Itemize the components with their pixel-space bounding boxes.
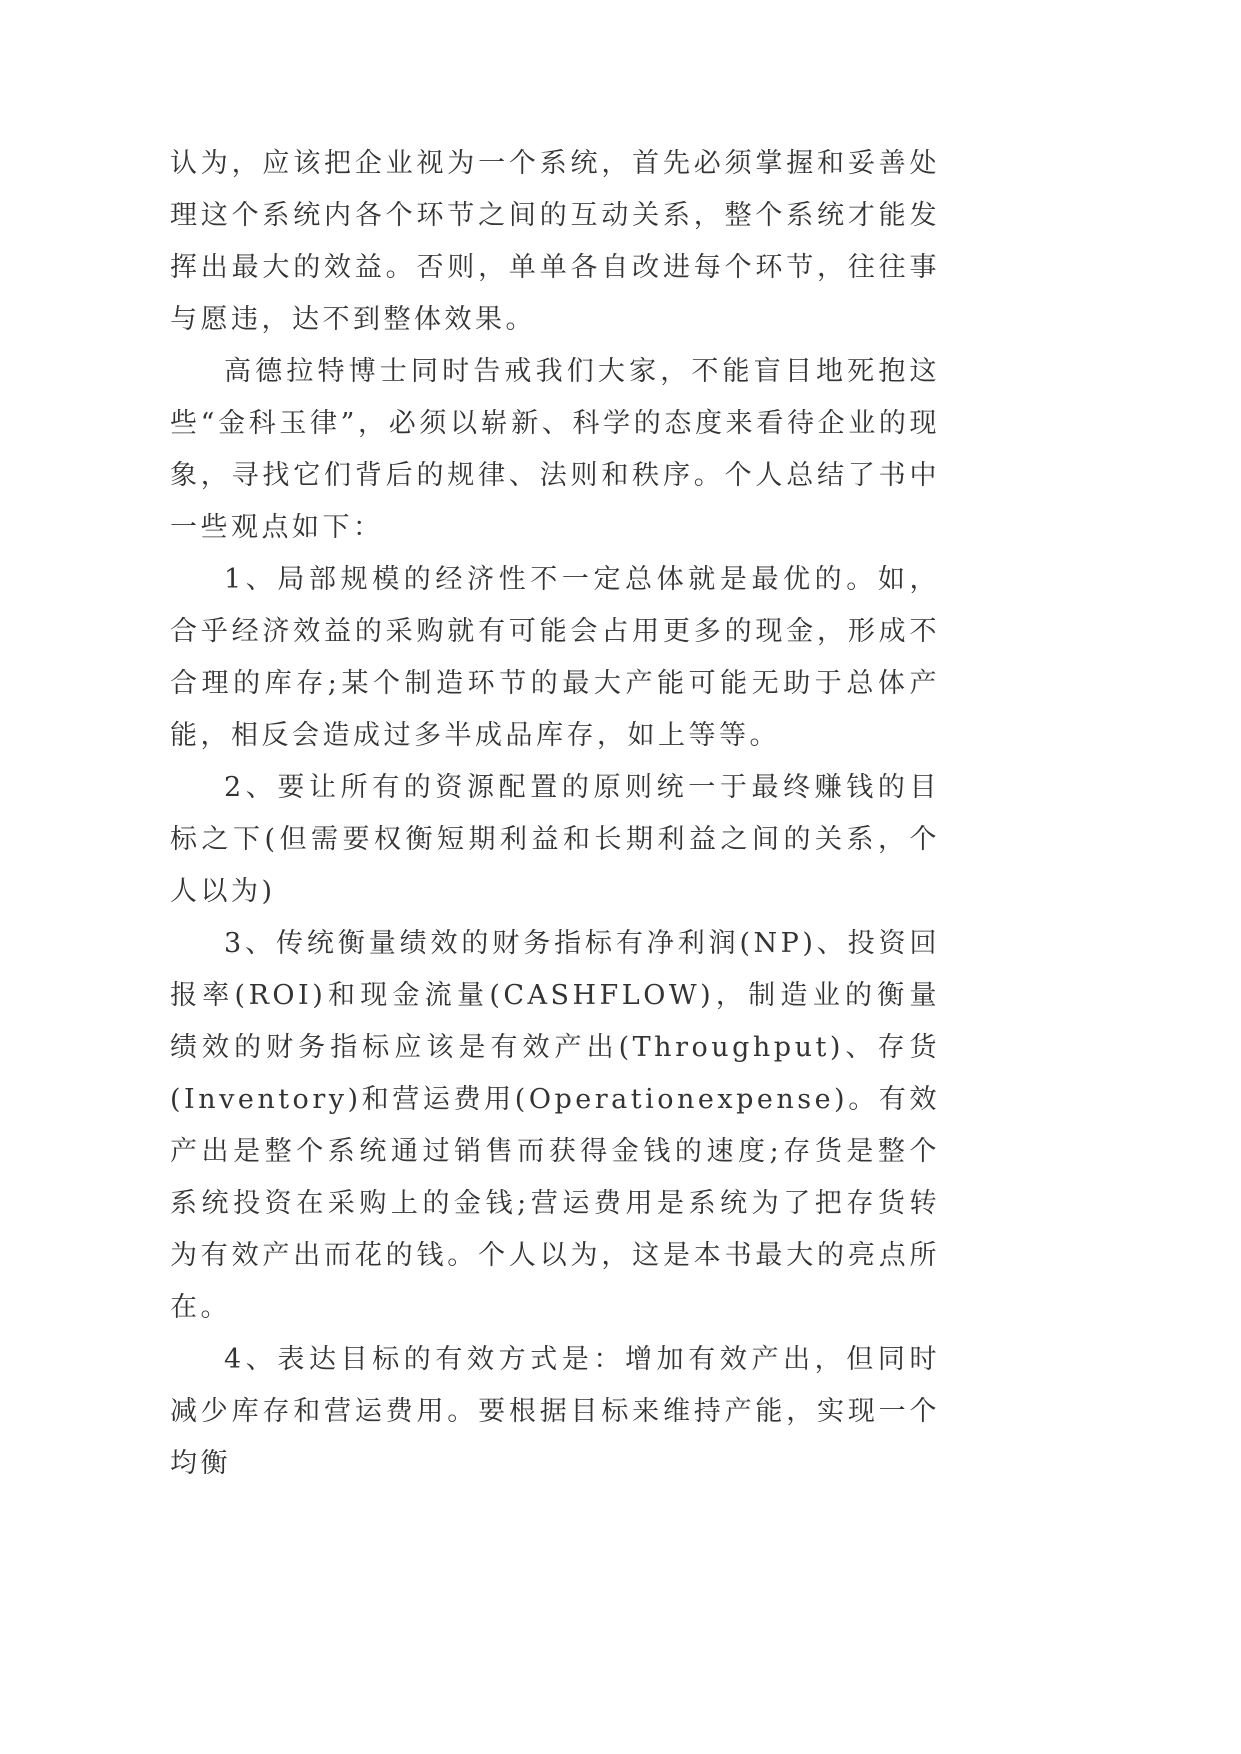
paragraph-6-list-item-4: 4、表达目标的有效方式是：增加有效产出，但同时减少库存和营运费用。要根据目标来维持产能，实现一个均衡 xyxy=(170,1344,940,1479)
document-body xyxy=(170,138,940,1490)
paragraph-5-list-item-3: 3、传统衡量绩效的财务指标有净利润(NP)、投资回报率(ROI)和现金流量(CASHFLOW)，制造业的衡量绩效的财务指标应该是有效产出(Throughput)、存货(Inventory)和营运费用(Operationexpense)。有效产出是整个系统通过销售而获得金钱的速度;存货是整个系统投资在采购上的金钱;营运费用是系统为了把存货转为有效产出而花的钱。个人以为，这是本书最大的亮点所在。 xyxy=(170,928,940,1323)
paragraph-4-list-item-2: 2、要让所有的资源配置的原则统一于最终赚钱的目标之下(但需要权衡短期利益和长期利益之间的关系，个人以为) xyxy=(170,772,940,907)
paragraph-2: 高德拉特博士同时告戒我们大家，不能盲目地死抱这些“金科玉律”，必须以崭新、科学的态度来看待企业的现象，寻找它们背后的规律、法则和秩序。个人总结了书中一些观点如下： xyxy=(170,356,940,543)
paragraph-3-list-item-1: 1、局部规模的经济性不一定总体就是最优的。如，合乎经济效益的采购就有可能会占用更多的现金，形成不合理的库存;某个制造环节的最大产能可能无助于总体产能，相反会造成过多半成品库存，如上等等。 xyxy=(170,564,940,751)
paragraph-1: 认为，应该把企业视为一个系统，首先必须掌握和妥善处理这个系统内各个环节之间的互动关系，整个系统才能发挥出最大的效益。否则，单单各自改进每个环节，往往事与愿违，达不到整体效果。 xyxy=(170,148,940,335)
